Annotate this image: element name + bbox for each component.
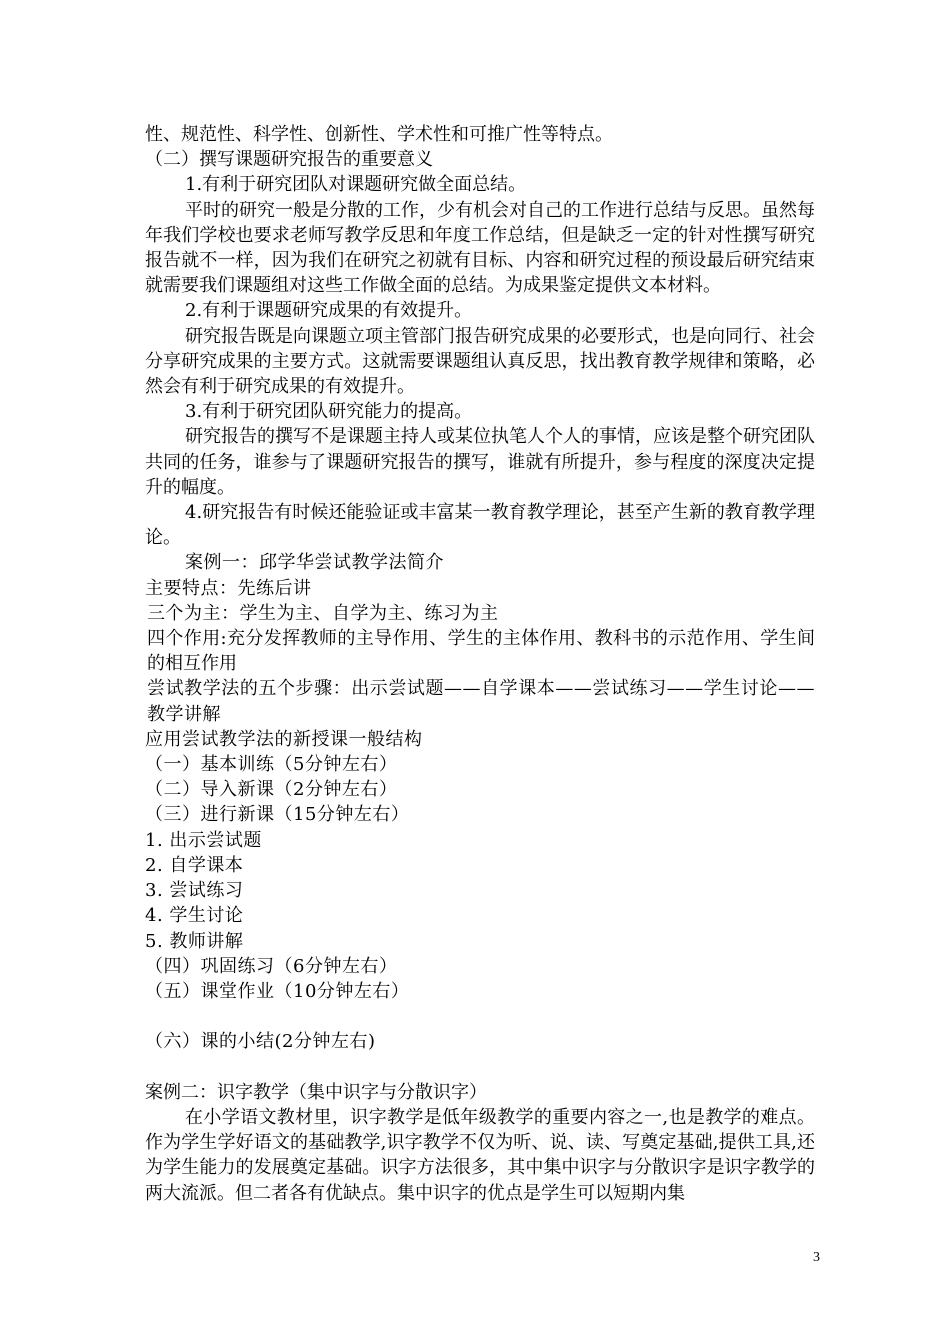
list-item: （二）导入新课（2分钟左右） (145, 779, 398, 801)
list-item: （四）巩固练习（6分钟左右） (145, 955, 398, 977)
page-number: 3 (813, 1250, 820, 1265)
section-heading: （二）撰写课题研究报告的重要意义 (145, 149, 433, 171)
list-item: （五）课堂作业（10分钟左右） (145, 980, 410, 1002)
paragraph: 尝试教学法的五个步骤：出示尝试题——自学课本——尝试练习——学生讨论——教学讲解 (147, 678, 815, 725)
paragraph: 研究报告既是向课题立项主管部门报告研究成果的必要形式，也是向同行、社会分享研究成果的主要方式。这就需要课题组认真反思，找出教育教学规律和策略，必然会有利于研究成果的有效提升。 (145, 325, 815, 398)
point-heading: 2.有利于课题研究成果的有效提升。 (185, 300, 473, 322)
text-line: 应用尝试教学法的新授课一般结构 (145, 728, 423, 750)
case-heading: 案例一：邱学华尝试教学法简介 (185, 552, 444, 574)
point-heading: 1.有利于研究团队对课题研究做全面总结。 (185, 174, 527, 196)
list-item: （六）课的小结(2分钟左右) (145, 1031, 376, 1053)
paragraph: 研究报告的撰写不是课题主持人或某位执笔人个人的事情，应该是整个研究团队共同的任务，谁参与了课题研究报告的撰写，谁就有所提升，参与程度的深度决定提升的幅度。 (145, 426, 815, 498)
list-item: 5. 教师讲解 (145, 930, 244, 952)
text-line: 三个为主：学生为主、自学为主、练习为主 (147, 602, 499, 624)
list-item: 2. 自学课本 (145, 854, 244, 876)
list-item: 4. 学生讨论 (145, 905, 244, 927)
list-item: （一）基本训练（5分钟左右） (145, 754, 398, 776)
point-heading: 3.有利于研究团队研究能力的提高。 (185, 401, 473, 423)
text-line: 主要特点：先练后讲 (145, 577, 312, 599)
list-item: （三）进行新课（15分钟左右） (145, 804, 410, 826)
paragraph: 四个作用:充分发挥教师的主导作用、学生的主体作用、教科书的示范作用、学生间的相互作用 (147, 628, 815, 675)
text-line: 性、规范性、科学性、创新性、学术性和可推广性等特点。 (145, 124, 613, 145)
case-heading: 案例二：识字教学（集中识字与分散识字） (145, 1081, 487, 1103)
paragraph: 平时的研究一般是分散的工作，少有机会对自己的工作进行总结与反思。虽然每年我们学校也要求老师写教学反思和年度工作总结，但是缺乏一定的针对性撰写研究报告就不一样，因为我们在研究之初就有目标、内容和研究过程的预设最后研究结束就需要我们课题组对这些工作做全面的总结。为成果鉴定提供文本材料。 (145, 199, 815, 297)
blank-line (145, 1004, 815, 1029)
list-item: 3. 尝试练习 (145, 880, 244, 902)
blank-line (145, 1055, 815, 1080)
page-body (145, 122, 815, 1206)
paragraph: 在小学语文教材里，识字教学是低年级教学的重要内容之一,也是教学的难点。作为学生学好语文的基础教学,识字教学不仅为听、说、读、写奠定基础,提供工具,还为学生能力的发展奠定基础。识字方法很多，其中集中识字与分散识字是识字教学的两大流派。但二者各有优缺点。集中识字的优点是学生可以短期内集 (145, 1106, 815, 1204)
paragraph: 4.研究报告有时候还能验证或丰富某一教育教学理论，甚至产生新的教育教学理论。 (145, 502, 815, 549)
list-item: 1. 出示尝试题 (145, 829, 262, 851)
